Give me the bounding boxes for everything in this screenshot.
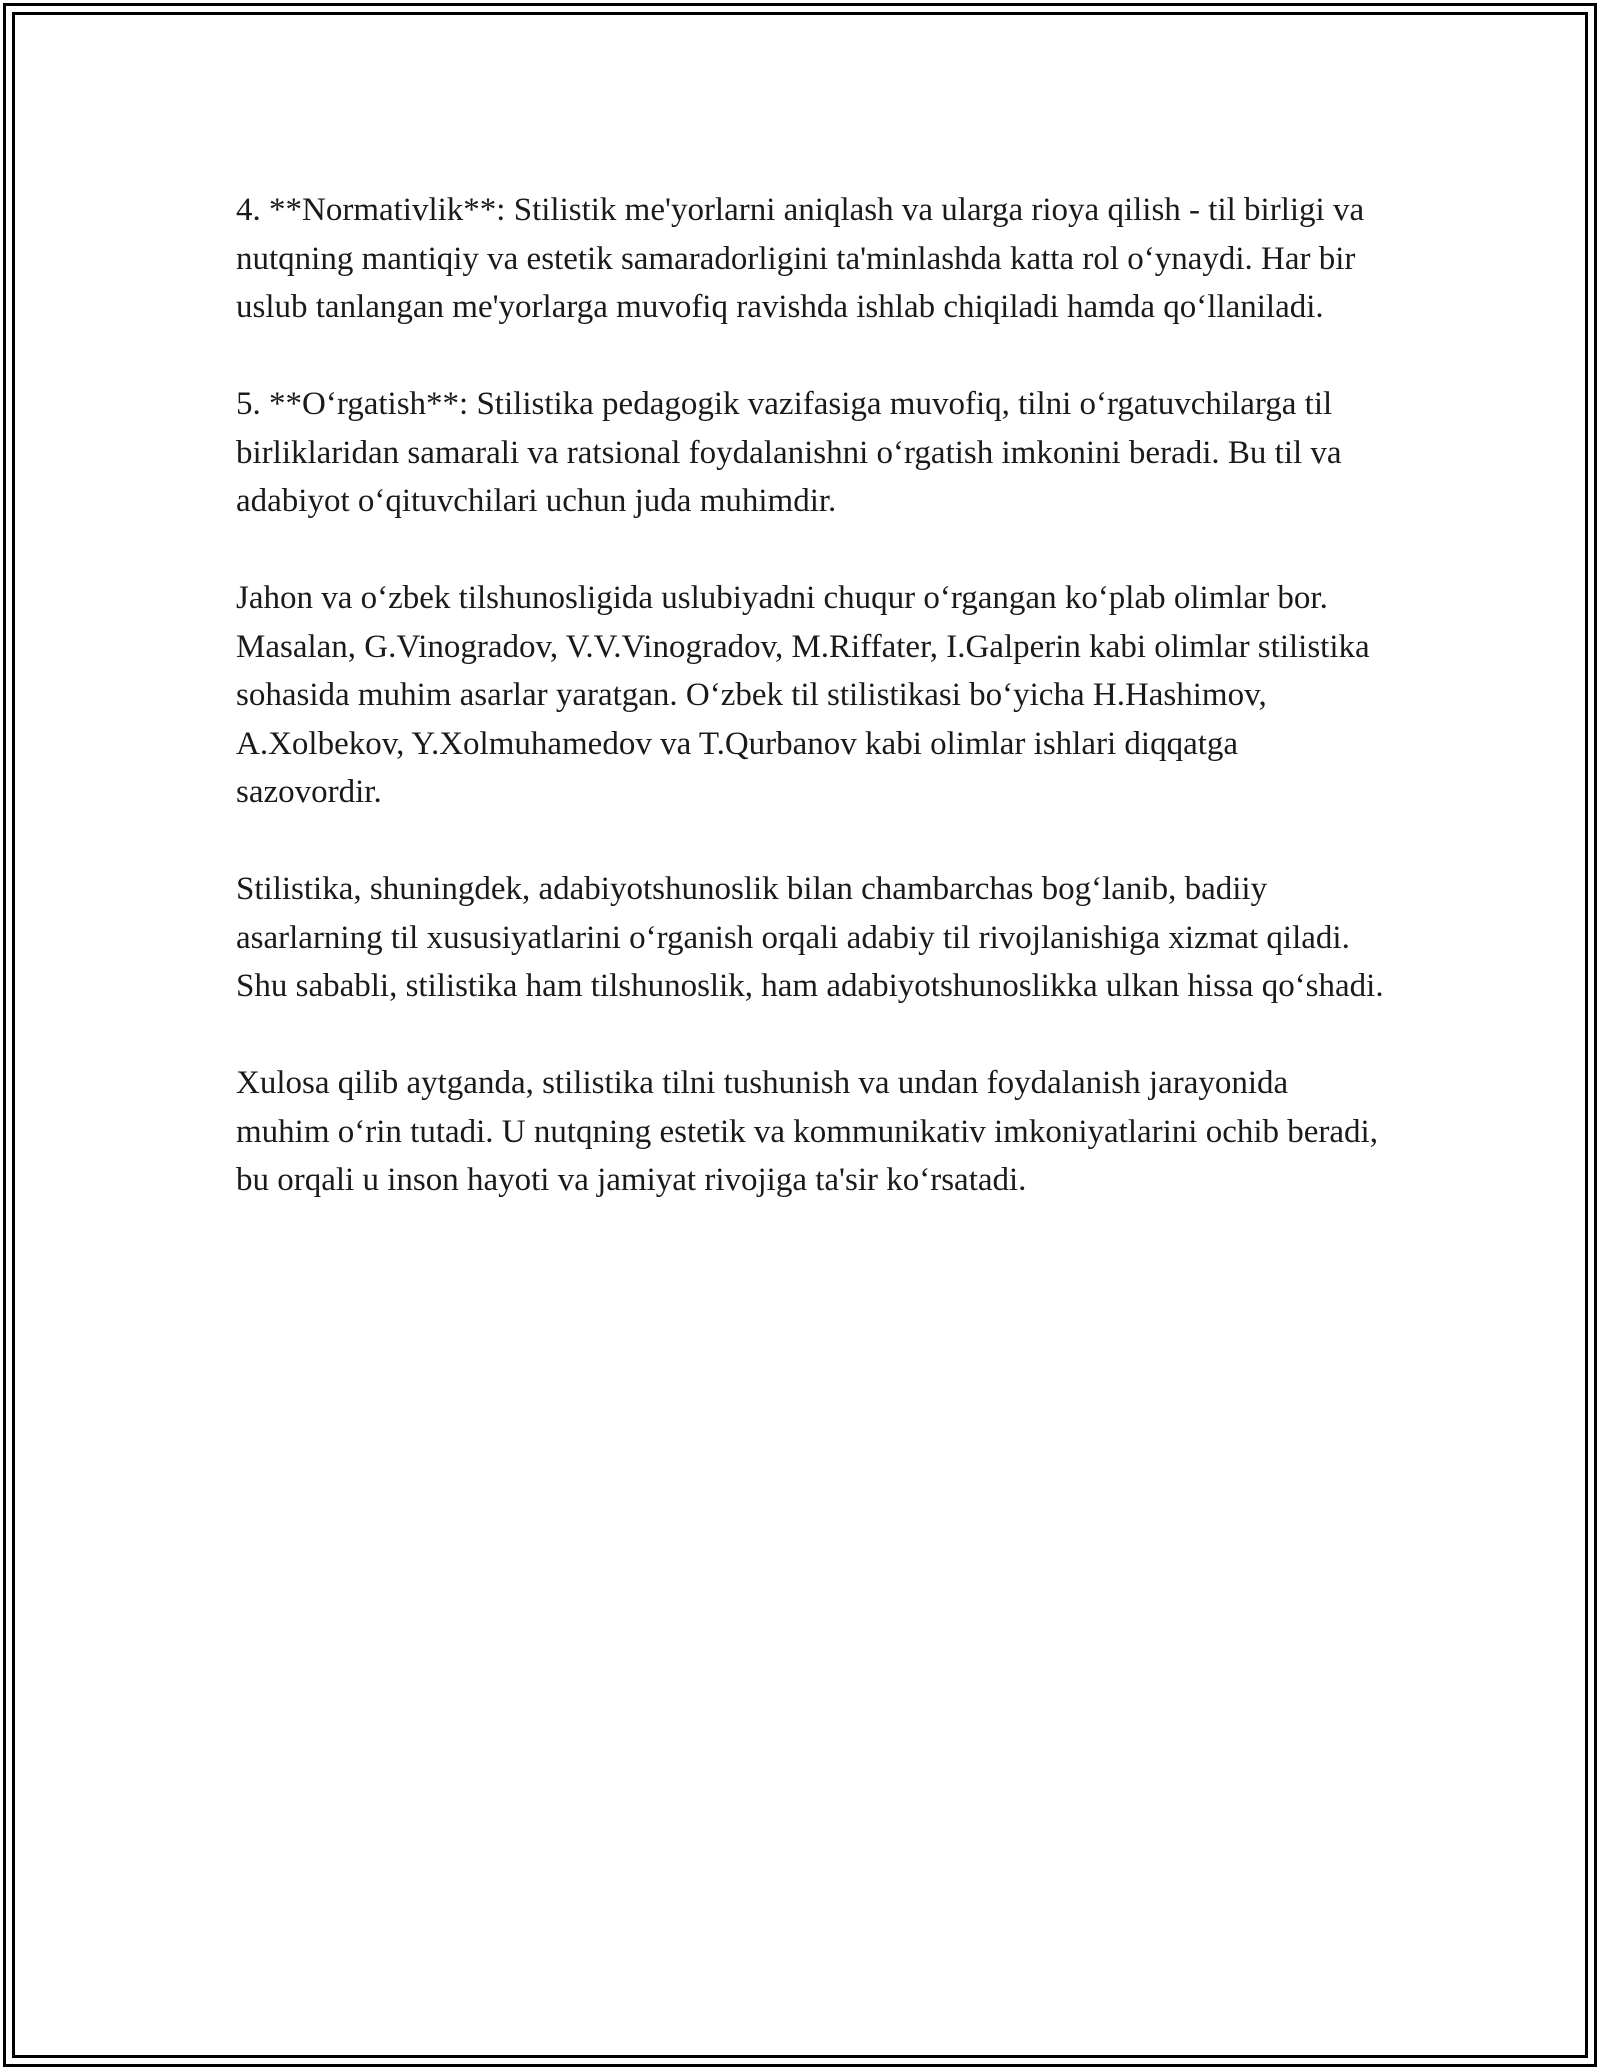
- paragraph-conclusion: Xulosa qilib aytganda, stilistika tilni tushunish va undan foydalanish jarayonida muhim o‘rin tutadi. U nutqning estetik va kommunikativ imkoniyatlarini ochib beradi, bu orqali u inson hayoti va jamiyat rivojiga ta'sir ko‘rsatadi.: [236, 1065, 1378, 1198]
- paragraph-orgatish: 5. **O‘rgatish**: Stilistika pedagogik vazifasiga muvofiq, tilni o‘rgatuvchilarga til birliklaridan samarali va ratsional foydalanishni o‘rgatish imkonini beradi. Bu til va adabiyot o‘qituvchilari uchun juda muhimdir.: [236, 386, 1342, 519]
- paragraph-normativlik: 4. **Normativlik**: Stilistik me'yorlarni aniqlash va ularga rioya qilish - til birligi va nutqning mantiqiy va estetik samaradorligini ta'minlashda katta rol o‘ynaydi. Har bir uslub tanlangan me'yorlarga muvofiq ravishda ishlab chiqiladi hamda qo‘llaniladi.: [236, 192, 1365, 325]
- document-body: [236, 186, 1386, 1253]
- paragraph-scholars: Jahon va o‘zbek tilshunosligida uslubiyadni chuqur o‘rgangan ko‘plab olimlar bor. Masalan, G.Vinogradov, V.V.Vinogradov, M.Riffater, I.Galperin kabi olimlar stilistika sohasida muhim asarlar yaratgan. O‘zbek til stilistikasi bo‘yicha H.Hashimov, A.Xolbekov, Y.Xolmuhamedov va T.Qurbanov kabi olimlar ishlari diqqatga sazovordir.: [236, 580, 1370, 810]
- paragraph-literary-studies: Stilistika, shuningdek, adabiyotshunoslik bilan chambarchas bog‘lanib, badiiy asarlarning til xususiyatlarini o‘rganish orqali adabiy til rivojlanishiga xizmat qiladi. Shu sababli, stilistika ham tilshunoslik, ham adabiyotshunoslikka ulkan hissa qo‘shadi.: [236, 871, 1384, 1004]
